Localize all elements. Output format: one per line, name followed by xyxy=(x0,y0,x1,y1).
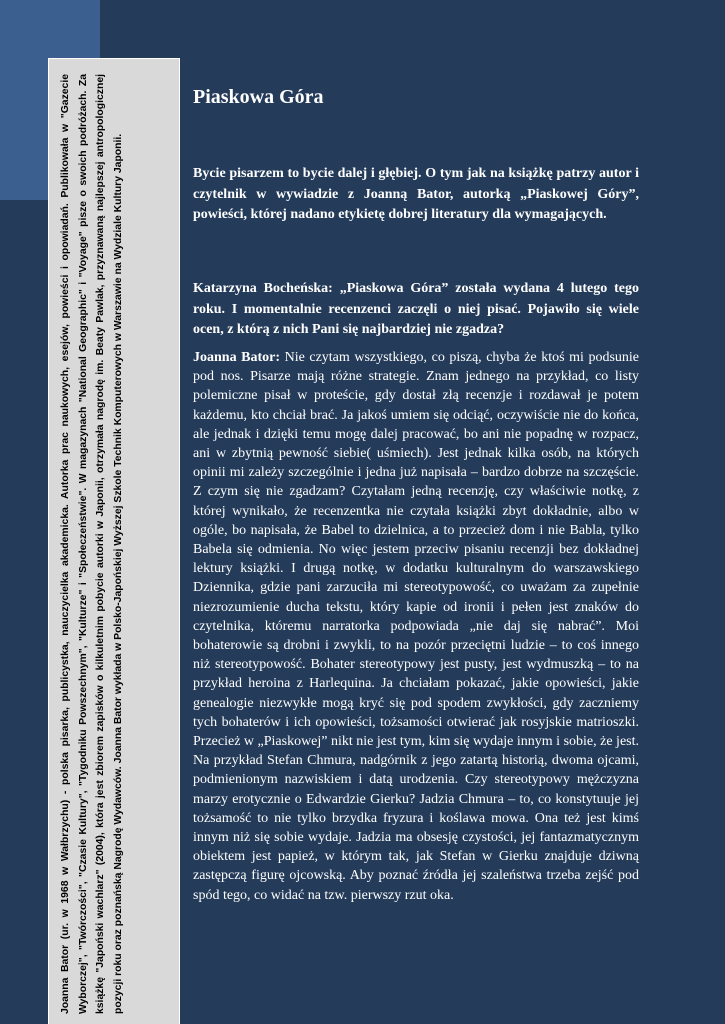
article-title: Piaskowa Góra xyxy=(193,86,324,108)
author-bio-sidebar xyxy=(48,58,180,1024)
answer-speaker: Joanna Bator: xyxy=(193,350,281,365)
article-lead: Bycie pisarzem to bycie dalej i głębiej. O tym jak na książkę patrzy autor i czytelnik w wywiadzie z Joanną Bator, autorką „Piaskowej Góry”, powieści, której nadano etykietę dobrej literatury dla wymagających. xyxy=(193,166,639,222)
answer-text: Nie czytam wszystkiego, co piszą, chyba że ktoś mi podsunie pod nos. Pisarze mają różne strategie. Znam jednego na przykład, co listy polemiczne pisał w proteście, gdy dostał złą recenzje i rozdawał je potem każdemu, kto chciał brać. Ja jakoś umiem się odciąć, oczywiście nie do końca, ale jednak i dzięki temu mogę dalej pracować, bo ani nie popadnę w rozpacz, ani w zbytnią pewność siebie( uśmiech). Jest jednak kilka osób, na których opinii mi zależy szczególnie i jedna już napisała – bardzo dobrze na szczęście. Z czym się nie zgadzam? Czytałam jedną recenzję, czy właściwie notkę, z której wynikało, że recenzentka nie czytała książki zbyt dokładnie, albo w ogóle, bo napisała, że Babel to dzielnica, a to przecież dom i nie Babla, tylko Babela się odmienia. No więc jestem przeciw pisaniu recenzji bez dokładnej lektury książki. I drugą notkę, w dodatku kulturalnym do warszawskiego Dziennika, gdzie pani zarzuciła mi stereotypowość, co uważam za zupełnie niezrozumienie ducha tekstu, który kapie od ironii i pełen jest znaków do czytelnika, któremu narratorka podpowiada „nie daj się nabrać”. Moi bohaterowie są drobni i zwykli, to na pozór przeciętni ludzie – to coś innego niż stereotypowość. Bohater stereotypowy jest pusty, jest wydmuszką – to na przykład heroina z Harlequina. Ja chciałam pokazać, jakie opowieści, jakie genealogie niezwykłe mogą kryć się pod spodem zwykłości, gdy zaczniemy tych bohaterów i ich opowieści, tożsamości otwierać jak rosyjskie matrioszki. Przecież w „Piaskowej” nikt nie jest tym, kim się wydaje innym i sobie, że jest. Na przykład Stefan Chmura, nadgórnik z jego zatartą historią, dwoma ojcami, podmienionym nazwiskiem i datą urodzenia. Czy stereotypowy mężczyzna marzy erotycznie o Edwardzie Gierku? Jadzia Chmura – to, co konstytuuje jej tożsamość to nie tylko brzydka fryzura i koślawa mowa. Ona też jest kimś innym niż się sobie wydaje. Jadzia ma obsesję czystości, jej fantazmatycznym obiektem jest papież, w którym tak, jak Stefan w Gierku znajduje dziwną zastępczą figurę ojcowską. Aby poznać źródła jej szaleństwa trzeba zejść pod spód tego, co widać na tzw. pierwszy rzut oka. xyxy=(193,350,639,903)
article xyxy=(193,86,639,903)
interview-answer xyxy=(193,348,639,905)
interview-question: Katarzyna Bocheńska: „Piaskowa Góra” została wydana 4 lutego tego roku. I momentalnie recenzenci zaczęli o niej pisać. Pojawiło się wiele ocen, z którą z nich Pani się najbardziej nie zgadza? xyxy=(193,281,639,337)
author-bio-text: Joanna Bator (ur. w 1968 w Wałbrzychu) - polska pisarka, publicystka, nauczycielka akademicka. Autorka prac naukowych, esejów, powieści i opowiadań. Publikowała w "Gazecie Wyborczej", "Twórczości", "Czasie Kultury", "Tygodniku Powszechnym", "Kulturze" i "Społeczeństwie". W magazynach "National Geographic" i "Voyage" pisze o swoich podróżach. Za książkę "Japoński wachlarz" (2004), która jest zbiorem zapisków o kilkuletnim pobycie autorki w Japonii, otrzymała nagrodę im. Beaty Pawlak, przyznawaną najlepszej antropologicznej pozycji roku oraz poznańską Nagrodę Wydawców. Joanna Bator wykłada w Polsko-Japońskiej Wyższej Szkole Technik Komputerowych w Warszawie na Wydziale Kultury Japonii. xyxy=(60,74,124,1014)
